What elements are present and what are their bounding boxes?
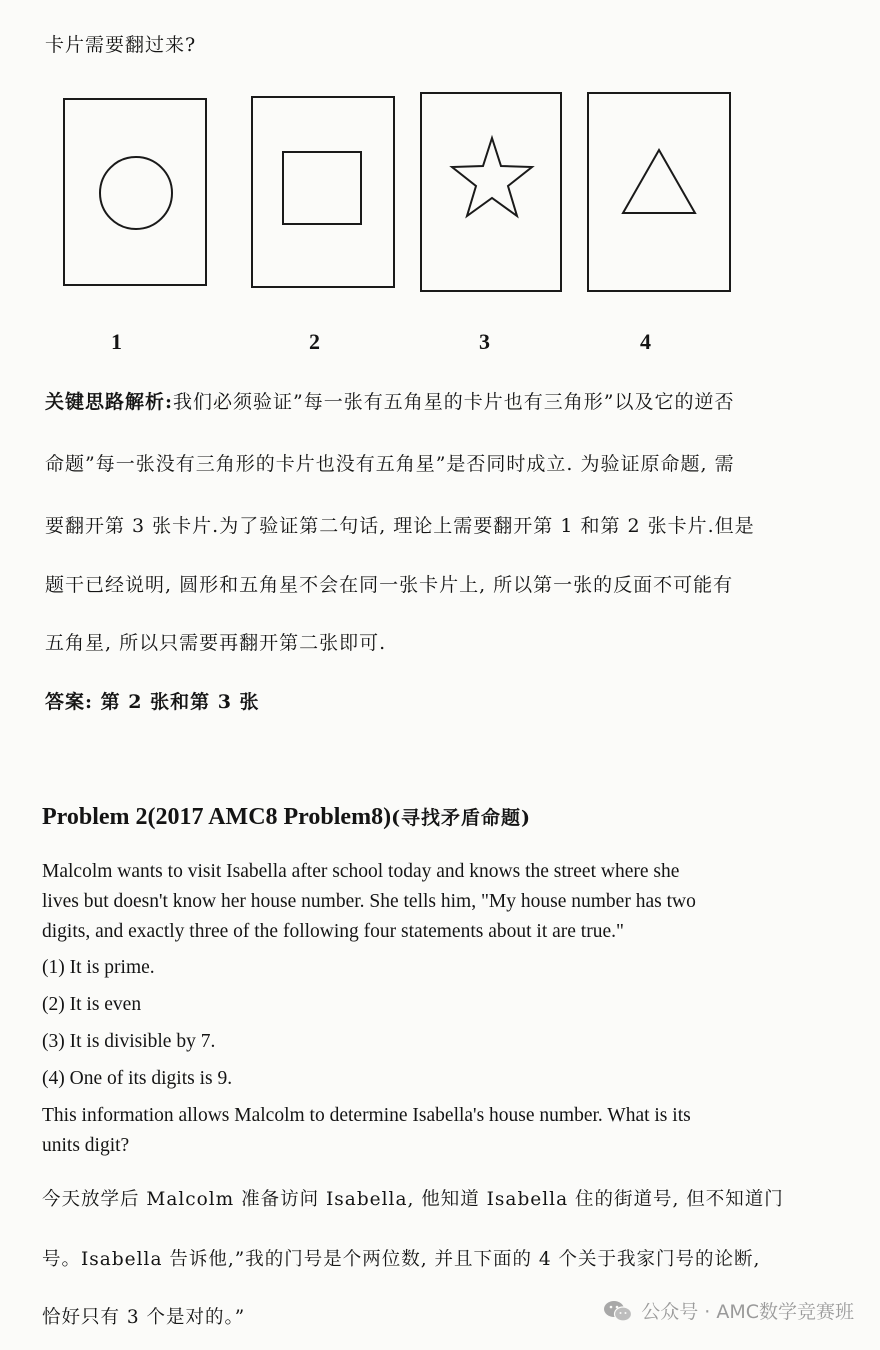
analysis-line-3: 要翻开第 3 张卡片.为了验证第二句话, 理论上需要翻开第 1 和第 2 张卡片.但是 xyxy=(45,515,755,537)
analysis-line-4: 题干已经说明, 圆形和五角星不会在同一张卡片上, 所以第一张的反面不可能有 xyxy=(45,574,734,596)
analysis-label: 关键思路解析: xyxy=(45,391,174,413)
card-number-2: 2 xyxy=(309,329,320,354)
zh-line-3: 恰好只有 3 个是对的。” xyxy=(42,1307,246,1328)
watermark xyxy=(603,1297,854,1324)
zh-line-1: 今天放学后 Malcolm 准备访问 Isabella, 他知道 Isabella 住的街道号, 但不知道门 xyxy=(42,1189,784,1210)
intro-line: Malcolm wants to visit Isabella after school today and knows the street where she xyxy=(42,861,680,882)
statement-2: (2) It is even xyxy=(42,994,142,1015)
analysis-line-1: 关键思路解析:我们必须验证”每一张有五角星的卡片也有三角形”以及它的逆否 xyxy=(45,391,735,413)
problem-question xyxy=(42,1101,842,1161)
intro-line: lives but doesn't know her house number. She tells him, "My house number has two xyxy=(42,891,696,912)
watermark-text: 公众号 · AMC数学竞赛班 xyxy=(641,1301,854,1323)
question-line: units digit? xyxy=(42,1135,130,1156)
statement-1: (1) It is prime. xyxy=(42,957,155,978)
card-number-3: 3 xyxy=(479,329,490,354)
problem-title: Problem 2(2017 AMC8 Problem8)(寻找矛盾命题) xyxy=(42,804,532,830)
wechat-icon xyxy=(603,1299,633,1323)
question-tail: 卡片需要翻过来? xyxy=(45,34,197,56)
statement-3: (3) It is divisible by 7. xyxy=(42,1031,216,1052)
analysis-block xyxy=(45,0,835,720)
analysis-line-5: 五角星, 所以只需要再翻开第二张即可. xyxy=(45,632,387,654)
analysis-line-2: 命题”每一张没有三角形的卡片也没有五角星”是否同时成立. 为验证原命题, 需 xyxy=(45,453,735,475)
card-number-4: 4 xyxy=(640,329,651,354)
intro-line: digits, and exactly three of the following four statements about it are true." xyxy=(42,921,624,942)
card-number-1: 1 xyxy=(111,329,122,354)
question-line: This information allows Malcolm to determine Isabella's house number. What is its xyxy=(42,1105,691,1126)
problem-intro xyxy=(42,857,842,947)
statement-4: (4) One of its digits is 9. xyxy=(42,1068,233,1089)
answer: 答案: 第 2 张和第 3 张 xyxy=(45,691,260,713)
zh-line-2: 号。Isabella 告诉他,”我的门号是个两位数, 并且下面的 4 个关于我家门号的论断, xyxy=(42,1249,761,1270)
